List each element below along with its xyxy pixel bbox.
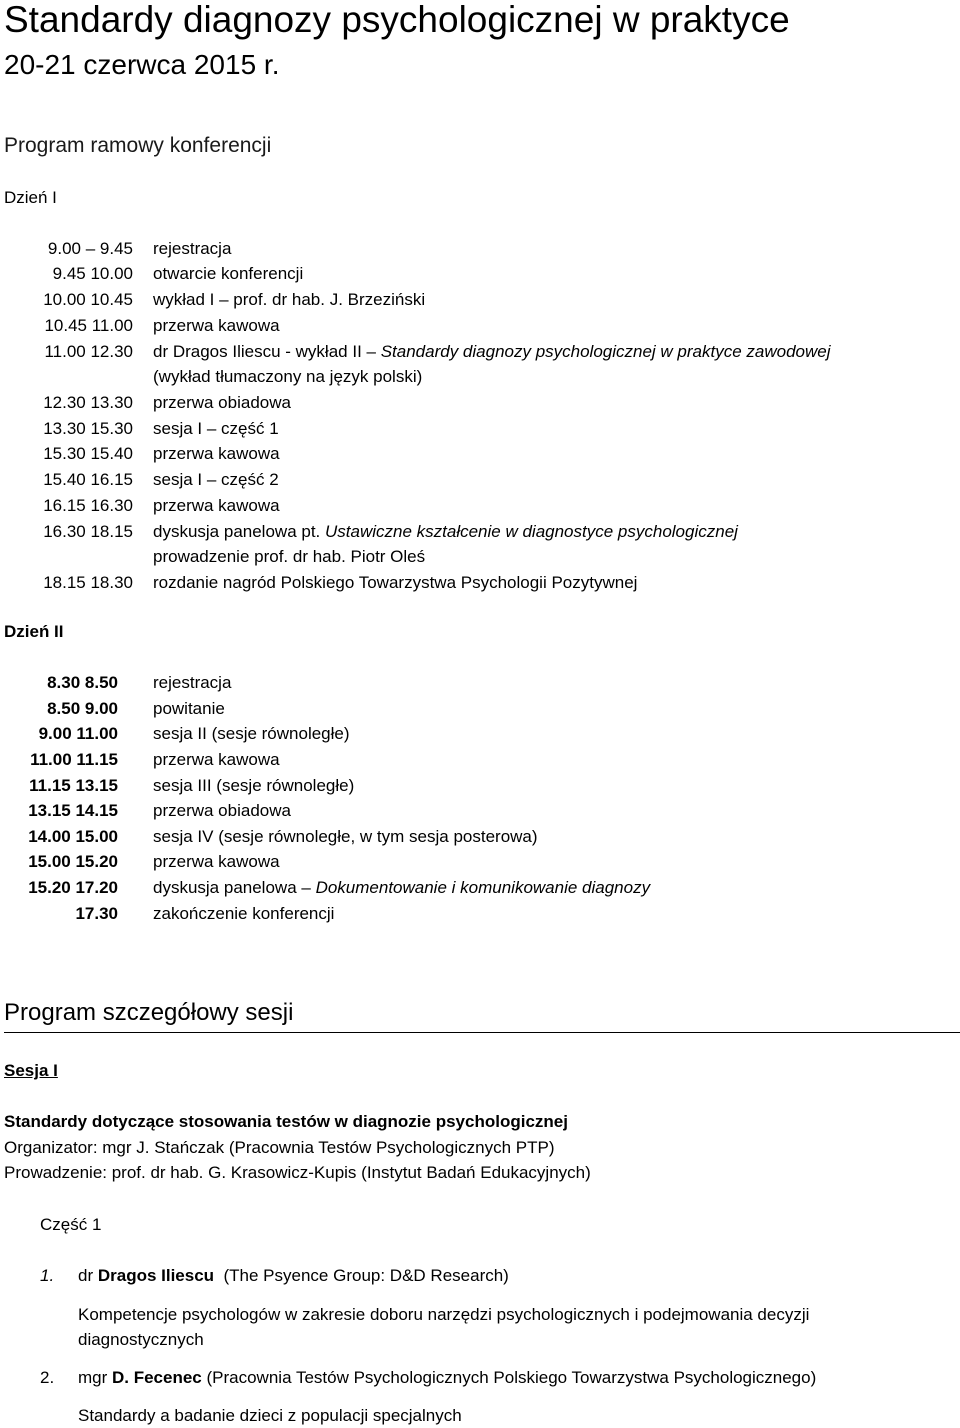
schedule-row xyxy=(0,238,960,264)
schedule-time: 15.30 15.40 xyxy=(43,444,133,463)
schedule-time: 15.20 17.20 xyxy=(28,878,118,897)
schedule-row xyxy=(0,698,960,724)
schedule-time: 10.45 11.00 xyxy=(44,316,133,335)
schedule-time: 9.00 – 9.45 xyxy=(47,239,133,258)
talk-item xyxy=(40,1367,817,1389)
schedule-row xyxy=(0,749,960,775)
schedule-activity: zakończenie konferencji xyxy=(153,904,335,923)
schedule-time: 15.00 15.20 xyxy=(28,852,118,871)
document-date: 20-21 czerwca 2015 r. xyxy=(4,49,280,80)
schedule-activity: przerwa obiadowa xyxy=(153,393,291,412)
schedule-activity: dyskusja panelowa pt. Ustawiczne kształcenie w diagnostyce psychologicznej prowadzenie prof. dr hab. Piotr Oleś xyxy=(153,522,738,566)
day1-label: Dzień I xyxy=(4,188,57,207)
program-heading: Program ramowy konferencji xyxy=(4,134,272,157)
schedule-activity: sesja III (sesje równoległe) xyxy=(153,776,355,795)
schedule-time: 11.00 12.30 xyxy=(44,342,133,361)
schedule-activity: rozdanie nagród Polskiego Towarzystwa Psychologii Pozytywnej xyxy=(153,573,638,592)
schedule-activity: przerwa kawowa xyxy=(153,852,280,871)
schedule-row xyxy=(0,723,960,749)
talk-number: 2. xyxy=(40,1368,55,1387)
schedule-time: 14.00 15.00 xyxy=(28,827,118,846)
talk-affiliation: (The Psyence Group: D&D Research) xyxy=(214,1266,509,1285)
schedule-row xyxy=(0,521,960,566)
schedule-time: 11.00 11.15 xyxy=(30,750,118,769)
schedule-activity: rejestracja xyxy=(153,239,232,258)
schedule-time: 9.45 10.00 xyxy=(52,264,133,283)
schedule-time: 15.40 16.15 xyxy=(43,470,133,489)
schedule-activity: rejestracja xyxy=(153,673,232,692)
schedule-time: 13.30 15.30 xyxy=(43,419,133,438)
schedule-row xyxy=(0,775,960,801)
schedule-row xyxy=(0,392,960,418)
schedule-row xyxy=(0,469,960,495)
talk-prefix: mgr xyxy=(78,1368,112,1387)
document-title: Standardy diagnozy psychologicznej w praktyce xyxy=(4,0,790,40)
schedule-activity: przerwa kawowa xyxy=(153,316,280,335)
schedule-activity: przerwa kawowa xyxy=(153,444,280,463)
session-label: Sesja I xyxy=(4,1061,58,1080)
schedule-time: 16.30 18.15 xyxy=(43,522,133,541)
talk-speaker: D. Fecenec xyxy=(112,1368,202,1387)
schedule-activity: przerwa kawowa xyxy=(153,496,280,515)
part-label: Część 1 xyxy=(40,1215,102,1234)
schedule-time: 16.15 16.30 xyxy=(43,496,133,515)
schedule-time: 9.00 11.00 xyxy=(38,724,118,743)
schedule-row xyxy=(0,418,960,444)
schedule-row xyxy=(0,443,960,469)
talk-speaker: Dragos Iliescu xyxy=(97,1266,215,1285)
schedule-activity: otwarcie konferencji xyxy=(153,264,304,283)
schedule-activity: sesja I – część 1 xyxy=(153,419,279,438)
schedule-activity: wykład I – prof. dr hab. J. Brzeziński xyxy=(153,290,426,309)
schedule-row xyxy=(0,289,960,315)
session-title: Standardy dotyczące stosowania testów w diagnozie psychologicznej xyxy=(4,1112,568,1131)
schedule-row xyxy=(0,800,960,826)
day2-label: Dzień II xyxy=(4,622,64,641)
schedule-activity: dr Dragos Iliescu - wykład II – Standardy diagnozy psychologicznej w praktyce zawodowej (wykład tłumaczony na język polski) xyxy=(153,342,831,386)
schedule-time: 10.00 10.45 xyxy=(43,290,133,309)
talk-number: 1. xyxy=(40,1266,55,1285)
talk-prefix: dr xyxy=(78,1266,98,1285)
schedule-activity: sesja IV (sesje równoległe, w tym sesja posterowa) xyxy=(153,827,538,846)
talk-item xyxy=(40,1265,509,1287)
schedule-row xyxy=(0,851,960,877)
talk-title-cont: diagnostycznych xyxy=(78,1330,204,1349)
schedule-time: 8.50 9.00 xyxy=(47,699,118,718)
schedule-time: 12.30 13.30 xyxy=(43,393,133,412)
schedule-row xyxy=(0,877,960,903)
schedule-row xyxy=(0,315,960,341)
talk-affiliation: (Pracownia Testów Psychologicznych Polskiego Towarzystwa Psychologicznego) xyxy=(201,1368,817,1387)
session-organizer: Organizator: mgr J. Stańczak (Pracownia Testów Psychologicznych PTP) xyxy=(4,1138,555,1157)
schedule-activity: dyskusja panelowa – Dokumentowanie i komunikowanie diagnozy xyxy=(153,878,651,897)
schedule-row xyxy=(0,903,960,929)
talk-title: Kompetencje psychologów w zakresie doboru narzędzi psychologicznych i podejmowania decyzji xyxy=(78,1305,810,1324)
session-chair: Prowadzenie: prof. dr hab. G. Krasowicz-Kupis (Instytut Badań Edukacyjnych) xyxy=(4,1163,591,1182)
schedule-row xyxy=(0,572,960,598)
schedule-row xyxy=(0,672,960,698)
schedule-time: 18.15 18.30 xyxy=(43,573,133,592)
detail-heading: Program szczegółowy sesji xyxy=(4,996,960,1033)
schedule-activity: sesja I – część 2 xyxy=(153,470,279,489)
schedule-activity: przerwa obiadowa xyxy=(153,801,291,820)
schedule-time: 8.30 8.50 xyxy=(47,673,118,692)
schedule-row xyxy=(0,341,960,386)
talk-title: Standardy a badanie dzieci z populacji specjalnych xyxy=(78,1406,462,1425)
schedule-activity: sesja II (sesje równoległe) xyxy=(153,724,350,743)
schedule-time: 11.15 13.15 xyxy=(29,776,118,795)
schedule-row xyxy=(0,495,960,521)
schedule-activity: przerwa kawowa xyxy=(153,750,280,769)
schedule-time: 13.15 14.15 xyxy=(28,801,118,820)
schedule-row xyxy=(0,826,960,852)
schedule-row xyxy=(0,263,960,289)
schedule-activity: powitanie xyxy=(153,699,225,718)
schedule-time: 17.30 xyxy=(75,904,118,923)
